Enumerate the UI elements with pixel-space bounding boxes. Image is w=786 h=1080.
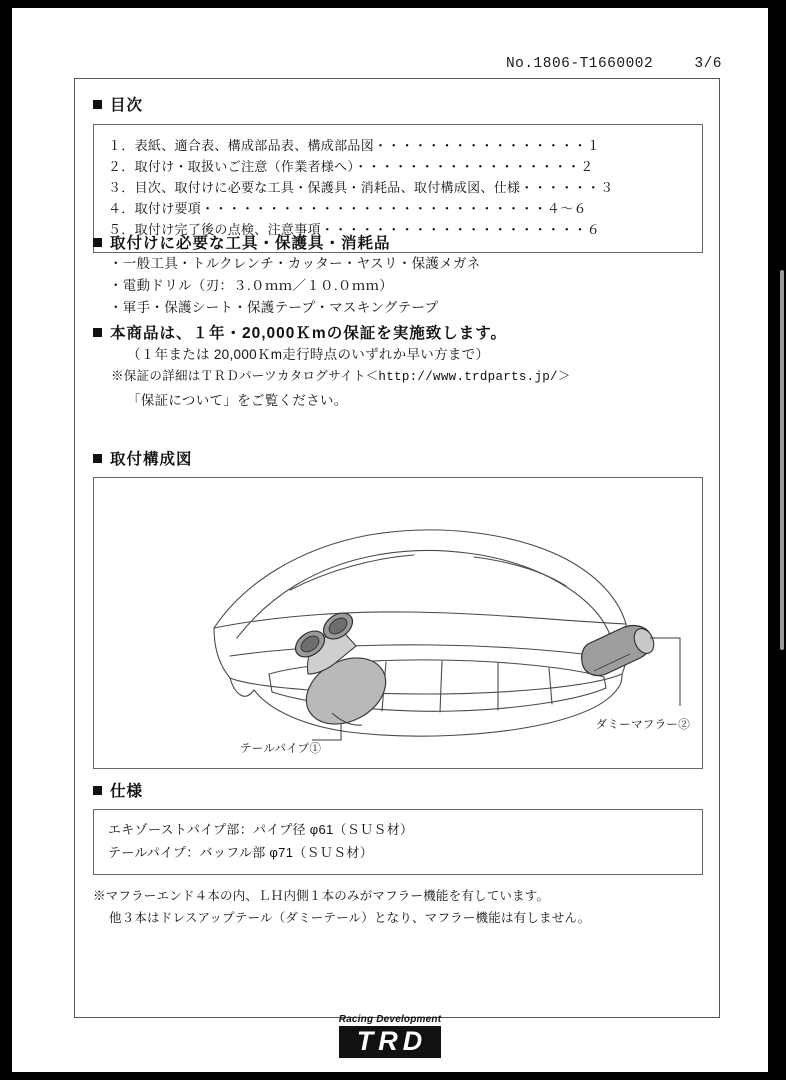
tools-title: 取付けに必要な工具・保護具・消耗品 <box>110 235 391 252</box>
tools-item: ・電動ドリル（刃：３.０ｍｍ／１０.０ｍｍ） <box>109 278 394 293</box>
spec-title: 仕様 <box>110 783 144 800</box>
square-bullet-icon <box>93 786 102 795</box>
document-number: No.1806-T1660002 <box>505 56 654 72</box>
square-bullet-icon <box>93 238 102 247</box>
racing-development-text: Racing Development <box>338 1014 442 1025</box>
warranty-line-2: （１年または 20,000Ｋm走行時点のいずれか早い方まで） <box>127 347 490 362</box>
tools-item: ・軍手・保護シート・保護テープ・マスキングテープ <box>109 300 439 315</box>
toc-item: １．表紙、適合表、構成部品表、構成部品図・・・・・・・・・・・・・・・・１ <box>108 138 601 153</box>
spec-notes <box>93 885 703 929</box>
diagram-heading <box>93 447 703 469</box>
spec-heading <box>93 779 703 801</box>
trd-brand-logo: TRD <box>339 1026 442 1058</box>
warranty-heading <box>93 321 703 343</box>
page-frame <box>74 78 720 1018</box>
tools-section <box>93 231 703 319</box>
spec-section <box>93 779 703 929</box>
warranty-section <box>93 321 703 412</box>
tail-pipe-part <box>291 608 398 738</box>
footer-logo <box>12 1014 768 1058</box>
warranty-line-3: ※保証の詳細はＴＲＤパーツカタログサイト＜http://www.trdparts.jp/＞ <box>111 370 571 384</box>
spec-note-1: ※マフラーエンド４本の内、ＬＨ内側１本のみがマフラー機能を有しています。 <box>93 889 550 903</box>
warranty-title: 本商品は、１年・20,000Ｋmの保証を実施致します。 <box>110 325 507 342</box>
tools-item: ・一般工具・トルクレンチ・カッター・ヤスリ・保護メガネ <box>109 256 481 271</box>
callout-dummy-muffler: ダミーマフラー② <box>595 719 690 731</box>
toc-item: ２．取付け・取扱いご注意（作業者様へ）・・・・・・・・・・・・・・・・・２ <box>108 159 594 174</box>
toc-item: ３．目次、取付けに必要な工具・保護具・消耗品、取付構成図、仕様・・・・・・３ <box>108 180 614 195</box>
diagram-title: 取付構成図 <box>110 451 193 468</box>
toc-item: ４．取付け要項・・・・・・・・・・・・・・・・・・・・・・・・・・４〜６ <box>108 201 587 216</box>
square-bullet-icon <box>93 328 102 337</box>
spec-box <box>93 809 703 875</box>
dummy-muffler-part <box>582 625 658 675</box>
callout-tail-pipe: テールパイプ① <box>240 743 322 755</box>
spec-row: テールパイプ：バッフル部 φ71（ＳＵＳ材） <box>108 845 374 860</box>
diagram-section <box>93 447 703 769</box>
toc-heading <box>93 93 703 115</box>
page-scrollbar[interactable] <box>780 270 784 650</box>
toc-title: 目次 <box>110 97 144 114</box>
spec-row: エキゾーストパイプ部：パイプ径 φ61（ＳＵＳ材） <box>108 822 414 837</box>
square-bullet-icon <box>93 100 102 109</box>
page-number: 3/6 <box>694 56 722 72</box>
spec-note-2: 他３本はドレスアップテール（ダミーテール）となり、マフラー機能は有しません。 <box>109 911 591 925</box>
warranty-line-4: 「保証について」をご覧ください。 <box>127 393 348 408</box>
document-header <box>12 56 768 72</box>
toc-item: ５．取付け完了後の点検、注意事項・・・・・・・・・・・・・・・・・・・・６ <box>108 222 601 237</box>
toc-section <box>93 93 703 253</box>
document-page <box>12 8 768 1072</box>
square-bullet-icon <box>93 454 102 463</box>
diagram-box <box>93 477 703 769</box>
tools-heading <box>93 231 703 253</box>
